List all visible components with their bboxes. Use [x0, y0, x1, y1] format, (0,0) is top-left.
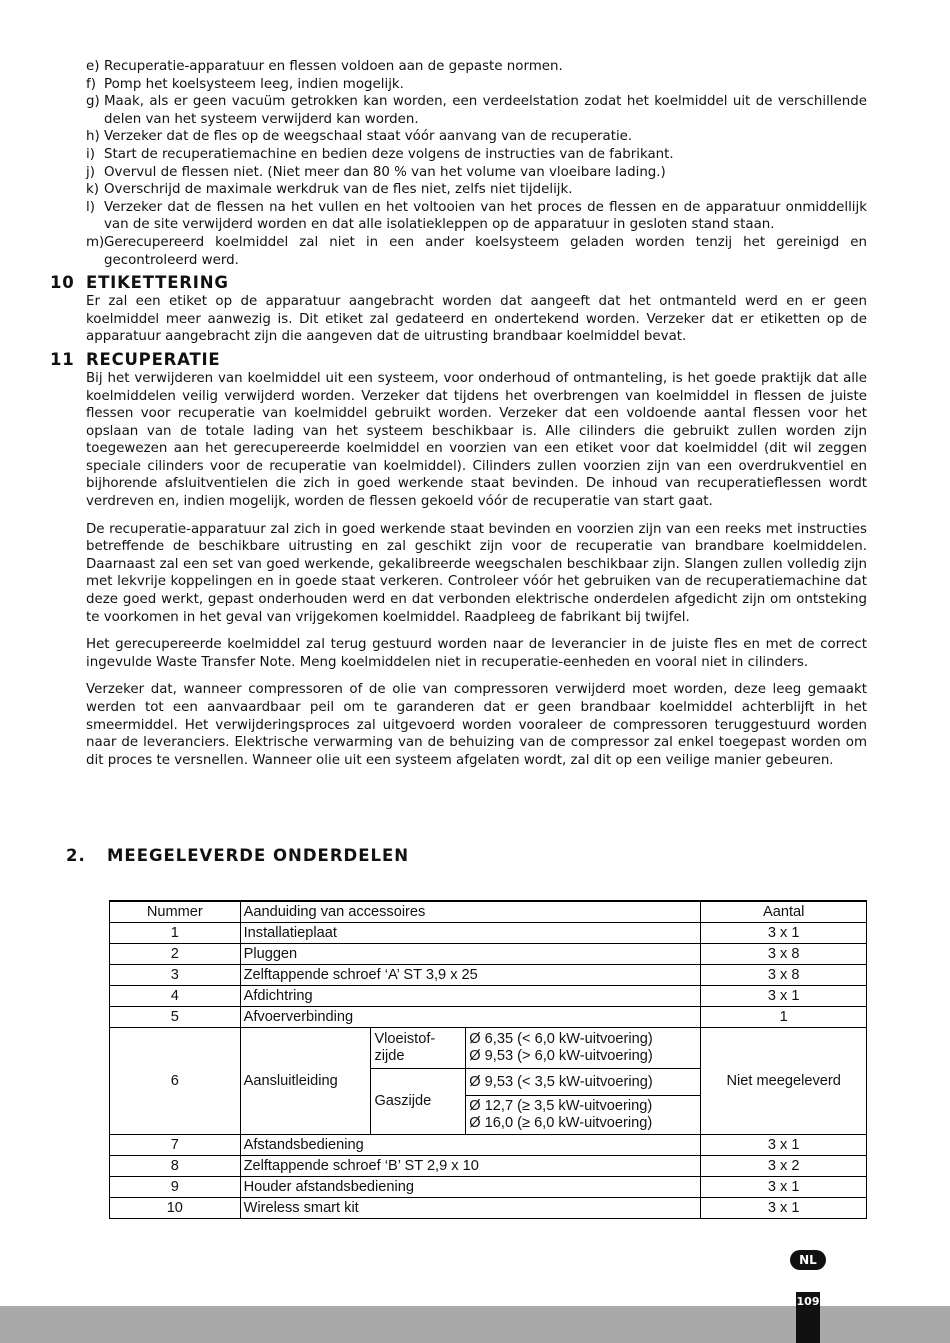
section-10-heading [50, 273, 867, 293]
table-header-row [110, 901, 867, 923]
list-item: h) Verzeker dat de fles op de weegschaal staat vóór aanvang van de recuperatie. [86, 129, 633, 145]
paragraph: Het gerecupereerde koelmiddel zal terug gestuurd worden naar de leverancier in de juiste fles en met de correct ingevulde Waste Transfer Note. Meng koelmiddelen niet in recuperatie-eenheden en vooral niet in cilinders. [86, 637, 867, 670]
table-row: 5 Afvoerverbinding 1 [110, 1007, 867, 1028]
list-item: m) Gerecupereerd koelmiddel zal niet in een ander koelsysteem geladen worden tenzij het gereinigd en gecontroleerd werd. [86, 234, 867, 268]
list-item: e) Recuperatie-apparatuur en flessen voldoen aan de gepaste normen. [86, 59, 563, 74]
table-row: Ø 12,7 (≥ 3,5 kW-uitvoering) Ø 16,0 (≥ 6,0 kW-uitvoering) [110, 1096, 867, 1135]
table-row: 2 Pluggen 3 x 8 [110, 944, 867, 965]
section-11-heading [50, 349, 867, 370]
not-supplied-cell: Niet meegeleverd [701, 1028, 867, 1135]
accessories-table [109, 900, 867, 1219]
gas-side-cell: Gaszijde [371, 1069, 466, 1135]
paragraph: Verzeker dat, wanneer compressoren of de olie van compressoren verwijderd moet worden, deze leeg gemaakt werden tot een aanvaardbaar peil om te garanderen dat er geen brandbaar koelmiddel achterblijft in het smeermiddel. Het verwijderingsproces zal uitgevoerd worden vooraleer de compressoren teruggestuurd worden naar de leveranciers. Elektrische verwarming van de behuizing van de compressor zal enkel toegepast worden om dit proces te versnellen. Wanneer olie uit een systeem afgelaten wordt, zal dit op een veilige manier gebeuren. [86, 682, 867, 768]
list-item: g) Maak, als er geen vacuüm getrokken kan worden, een verdeelstation zodat het koelmiddel uit de verschillende delen van het systeem verwijderd kan worden. [86, 94, 867, 127]
list-item: j) Overvul de flessen niet. (Niet meer dan 80 % van het volume van vloeibare lading.) [86, 164, 666, 180]
list-item: l) Verzeker dat de flessen na het vullen en het voltooien van het proces de flessen en de apparatuur onmiddellijk van de site verwijderd worden en dat alle isolatiekleppen op de apparatuur in gesloten stand staan. [86, 199, 867, 233]
section-number: 10 [50, 273, 75, 293]
page-number: 109 [796, 1292, 820, 1343]
list-item: f) Pomp het koelsysteem leeg, indien mogelijk. [86, 76, 404, 92]
liquid-side-cell: Vloeistof-zijde [371, 1028, 466, 1069]
table-row: Gaszijde Ø 9,53 (< 3,5 kW-uitvoering) [110, 1069, 867, 1096]
table-row: 10 Wireless smart kit 3 x 1 [110, 1198, 867, 1219]
column-header: Aanduiding van accessoires [240, 901, 701, 923]
table-row: 3 Zelftappende schroef ‘A’ ST 3,9 x 25 3 x 8 [110, 965, 867, 986]
document-body [50, 58, 867, 779]
language-badge: NL [790, 1250, 826, 1270]
table-row: 8 Zelftappende schroef ‘B’ ST 2,9 x 10 3 x 2 [110, 1156, 867, 1177]
section-number: 11 [50, 349, 75, 369]
table-row: 1 Installatieplaat 3 x 1 [110, 923, 867, 944]
column-header: Nummer [110, 901, 241, 923]
liquid-specs-cell: Ø 6,35 (< 6,0 kW-uitvoering) Ø 9,53 (> 6,0 kW-uitvoering) [466, 1028, 701, 1069]
list-item: i) Start de recuperatiemachine en bedien deze volgens de instructies van de fabrikant. [86, 146, 674, 162]
table-row: 7 Afstandsbediening 3 x 1 [110, 1135, 867, 1156]
section-10-text: Er zal een etiket op de apparatuur aangebracht worden dat aangeeft dat het ontmanteld werd en er geen koelmiddel meer aanwezig is. Dit etiket zal gedateerd en ondertekend worden. Verzeker dat er etiketten op de apparatuur aangebracht zijn die aangeven dat de uitrusting brandbaar koelmiddel bevat. [86, 294, 867, 345]
section-title: RECUPERATIE [86, 349, 221, 369]
table-row: 4 Afdichtring 3 x 1 [110, 986, 867, 1007]
paragraph: De recuperatie-apparatuur zal zich in goed werkende staat bevinden en voorzien zijn van een reeks met instructies betreffende de beschikbare uitrusting en zal geschikt zijn voor de recuperatie van brandbare koelmiddelen. Daarnaast zal een set van goed werkende, gekalibreerde weegschalen beschikbaar zijn. Slangen zullen volledig zijn met lekvrije koppelingen en in goede staat verkeren. Controleer vóór het gebruiken van de recuperatiemachine dat deze goed werkt, gepast onderhouden werd en dat verbonden elektrische onderdelen afgedicht zijn om ontsteking te voorkomen in het geval van vrijgekomen koelmiddel. Raadpleeg de fabrikant bij twijfel. [86, 521, 867, 625]
section-number: 2. [66, 846, 86, 865]
recovery-steps-list [86, 58, 867, 269]
section-2-heading [66, 846, 409, 865]
paragraph: Bij het verwijderen van koelmiddel uit een systeem, voor onderhoud of ontmanteling, is het goede praktijk dat alle koelmiddelen veilig verwijderd worden. Verzeker dat tijdens het overbrengen van koelmiddel in flessen de juiste flessen voor recuperatie van koelmiddel gebruikt worden. Verzeker dat een voldoende aantal flessen voor het opslaan van de totale lading van het systeem beschikbaar is. Alle cilinders die gebruikt zullen worden zijn toegewezen aan het gerecupereerde koelmiddel en voorzien van een etiket voor dat koelmiddel (dit wil zeggen speciale cilinders voor de recuperatie van koelmiddel). Cilinders zullen voorzien zijn van een overdrukventiel en bijhorende afsluitventielen die zich in goed werkende staat bevinden. De inhoud van recuperatieflessen wordt verdreven en, indien mogelijk, worden de flessen gekoeld vóór de recuperatie van start gaat. [86, 370, 867, 510]
column-header: Aantal [701, 901, 867, 923]
section-title: MEEGELEVERDE ONDERDELEN [107, 846, 410, 865]
section-title: ETIKETTERING [86, 273, 229, 293]
list-item: k) Overschrijd de maximale werkdruk van de fles niet, zelfs niet tijdelijk. [86, 182, 573, 198]
table-row: 9 Houder afstandsbediening 3 x 1 [110, 1177, 867, 1198]
table-row: 6 Aansluitleiding Vloeistof-zijde Ø 6,35 (< 6,0 kW-uitvoering) Ø 9,53 (> 6,0 kW-uitvoering) Niet meegeleverd [110, 1028, 867, 1069]
